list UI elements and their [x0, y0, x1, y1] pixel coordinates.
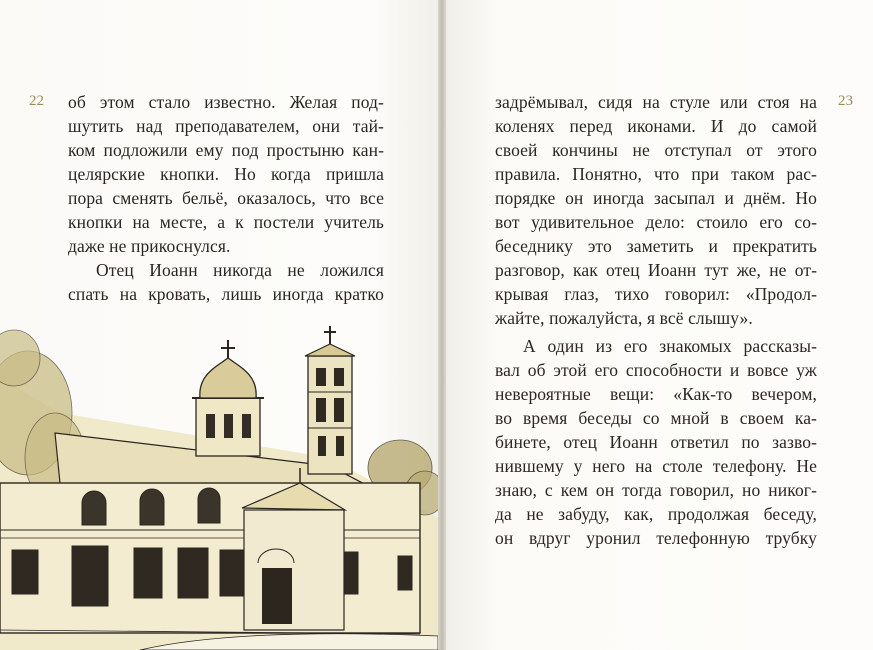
text-line: знаю, с кем он тогда говорил, но никог-	[495, 480, 817, 500]
text-line: кнопки на месте, а к постели учитель	[68, 212, 384, 232]
text-line: беседнику это заметить и прекратить	[495, 236, 817, 256]
text-line: коленях перед иконами. И до самой	[495, 116, 817, 136]
text-line: об этом стало известно. Желая под-	[68, 92, 384, 112]
book-gutter	[438, 0, 446, 650]
text-line: порядке он иногда засыпал и днём. Но	[495, 188, 817, 208]
text-line: ком подложили ему под простыню кан-	[68, 140, 384, 160]
text-line: Отец Иоанн никогда не ложился	[96, 260, 384, 280]
text-line: А один из его знакомых рассказы-	[523, 336, 817, 356]
text-line: разговор, как отец Иоанн тут же, не от-	[495, 260, 817, 280]
left-page-text	[68, 90, 384, 306]
page-number-left: 22	[29, 93, 44, 109]
text-line: пора сменять бельё, оказалось, что все	[68, 188, 384, 208]
text-line: даже не прикоснулся.	[68, 236, 231, 256]
text-line: задрёмывал, сидя на стуле или стоя на	[495, 92, 817, 112]
text-line: жайте, пожалуйста, я всё слышу».	[495, 308, 753, 328]
text-line: вал об этой его способности и вовсе уж	[495, 360, 817, 380]
text-line: вот удивительное дело: стоило его со-	[495, 212, 817, 232]
text-line: во время беседы со мной в своем ка-	[495, 408, 817, 428]
text-line: правила. Понятно, что при таком рас-	[495, 164, 817, 184]
page-number-right: 23	[838, 93, 853, 109]
right-page-text	[495, 90, 817, 550]
text-line: целярские кнопки. Но когда пришла	[68, 164, 384, 184]
text-line: спать на кровать, лишь иногда кратко	[68, 284, 384, 304]
text-line: своей кончины не отступал от этого	[495, 140, 817, 160]
text-line: да не забуду, как, продолжая беседу,	[495, 504, 817, 524]
text-line: нившему у него на столе телефону. Не	[495, 456, 817, 476]
text-line: он вдруг уронил телефонную трубку	[495, 528, 817, 548]
text-line: крывая глаз, тихо говорил: «Продол-	[495, 284, 817, 304]
text-line: бинете, отец Иоанн ответил по зазво-	[495, 432, 817, 452]
right-page	[446, 0, 873, 650]
text-line: шутить над преподавателем, они тай-	[68, 116, 384, 136]
text-line: невероятные вещи: «Как-то вечером,	[495, 384, 817, 404]
church-illustration	[0, 318, 438, 650]
